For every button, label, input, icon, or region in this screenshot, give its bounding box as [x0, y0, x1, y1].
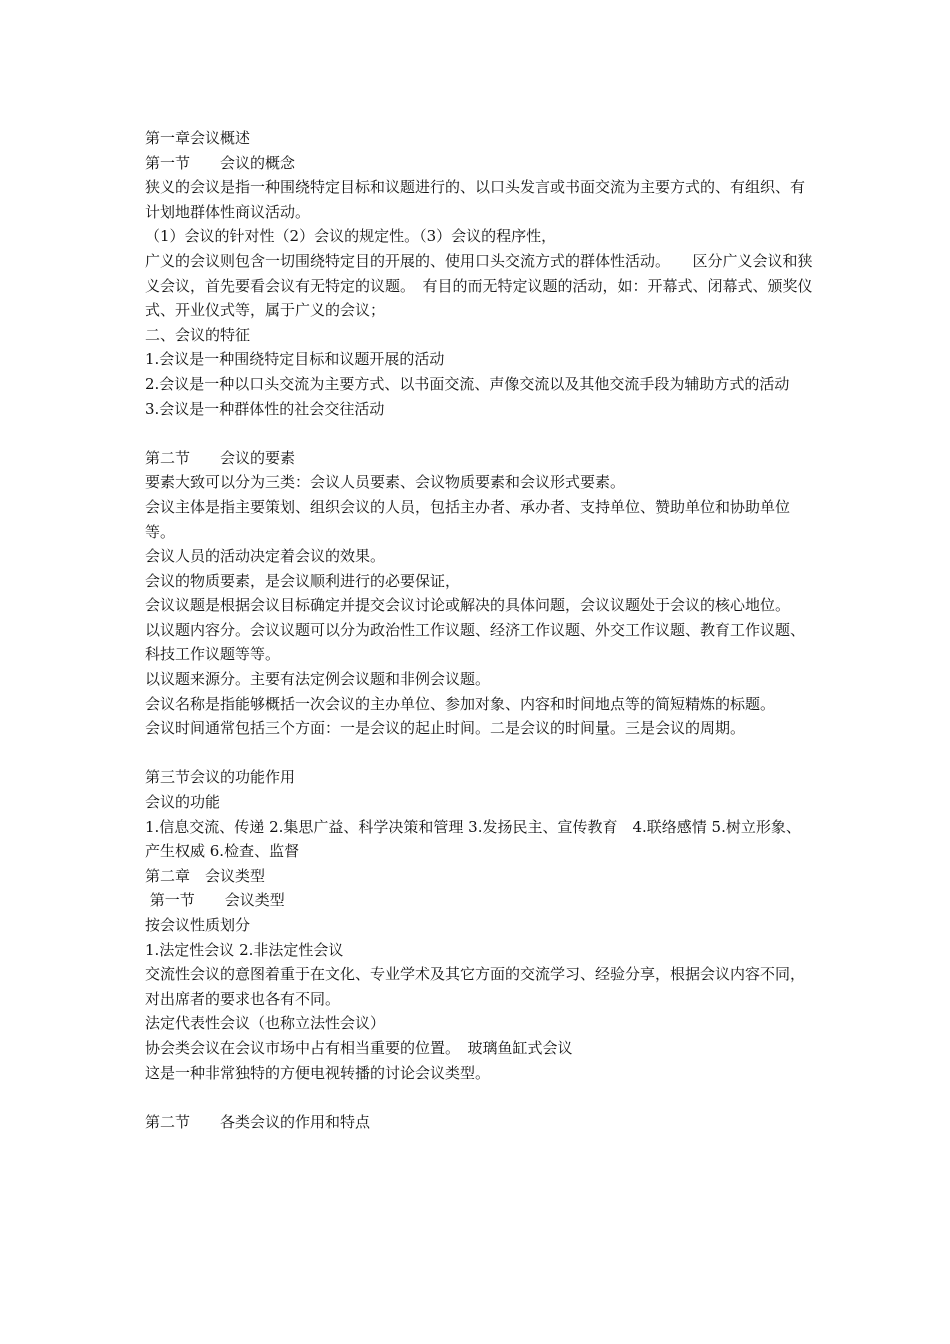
- text-line: 法定代表性会议（也称立法性会议）: [145, 1014, 386, 1033]
- text-line: 二、会议的特征: [145, 325, 251, 344]
- text-line: 会议的物质要素，是会议顺利进行的必要保证，: [145, 571, 461, 590]
- text-line: 按会议性质划分: [145, 916, 251, 934]
- text-line: 1.法定性会议 2.非法定性会议: [145, 940, 344, 959]
- text-line: 狭义的会议是指一种围绕特定目标和议题进行的、以口头发言或书面交流为主要方式的、有组织、有计划地群体性商议活动。: [145, 178, 806, 221]
- document-body: [145, 126, 813, 1134]
- text-line: 第二章 会议类型: [145, 866, 266, 885]
- text-line: 会议主体是指主要策划、组织会议的人员，包括主办者、承办者、支持单位、赞助单位和协助单位等。: [145, 497, 791, 541]
- text-line: 2.会议是一种以口头交流为主要方式、以书面交流、声像交流以及其他交流手段为辅助方式的活动: [145, 374, 790, 393]
- text-line: 协会类会议在会议市场中占有相当重要的位置。 玻璃鱼缸式会议: [145, 1038, 573, 1057]
- text-line: 会议名称是指能够概括一次会议的主办单位、参加对象、内容和时间地点等的简短精炼的标题。: [145, 694, 776, 713]
- text-line: 以议题来源分。主要有法定例会议题和非例会议题。: [145, 670, 491, 689]
- text-line: 会议时间通常包括三个方面：一是会议的起止时间。二是会议的时间量。三是会议的周期。: [145, 719, 746, 738]
- text-line: 第二节 各类会议的作用和特点: [145, 1112, 371, 1131]
- blank-line: [145, 741, 813, 766]
- text-line: 第二节 会议的要素: [145, 448, 296, 467]
- text-line: 1.会议是一种围绕特定目标和议题开展的活动: [145, 350, 445, 369]
- text-line: 交流性会议的意图着重于在文化、专业学术及其它方面的交流学习、经验分享，根据会议内容不同，对出席者的要求也各有不同。: [145, 965, 806, 1008]
- text-line: 会议人员的活动决定着会议的效果。: [145, 547, 386, 566]
- text-line: 要素大致可以分为三类：会议人员要素、会议物质要素和会议形式要素。: [145, 473, 626, 492]
- text-line: 3.会议是一种群体性的社会交往活动: [145, 399, 385, 418]
- blank-line: [145, 421, 813, 446]
- text-line: （1）会议的针对性（2）会议的规定性。（3）会议的程序性，: [145, 227, 557, 246]
- text-line: 广义的会议则包含一切围绕特定目的开展的、使用口头交流方式的群体性活动。 区分广义会议和狭义会议，首先要看会议有无特定的议题。 有目的而无特定议题的活动，如：开幕式、闭幕式、颁奖仪式、开业仪式等，属于广义的会议；: [145, 251, 813, 320]
- text-line: 这是一种非常独特的方便电视转播的讨论会议类型。: [145, 1063, 491, 1082]
- text-line: 第一节 会议类型: [145, 891, 285, 910]
- text-line: 会议的功能: [145, 793, 221, 812]
- text-line: 第三节会议的功能作用: [145, 768, 296, 787]
- text-line: 第一节 会议的概念: [145, 153, 296, 172]
- blank-line: [145, 1085, 813, 1110]
- text-line: 1.信息交流、传递 2.集思广益、科学决策和管理 3.发扬民主、宣传教育 4.联络感情 5.树立形象、产生权威 6.检查、监督: [145, 817, 801, 861]
- text-line: 第一章会议概述: [145, 129, 251, 147]
- text-line: 以议题内容分。会议议题可以分为政治性工作议题、经济工作议题、外交工作议题、教育工作议题、科技工作议题等等。: [145, 620, 806, 664]
- text-line: 会议议题是根据会议目标确定并提交会议讨论或解决的具体问题，会议议题处于会议的核心地位。: [145, 596, 791, 615]
